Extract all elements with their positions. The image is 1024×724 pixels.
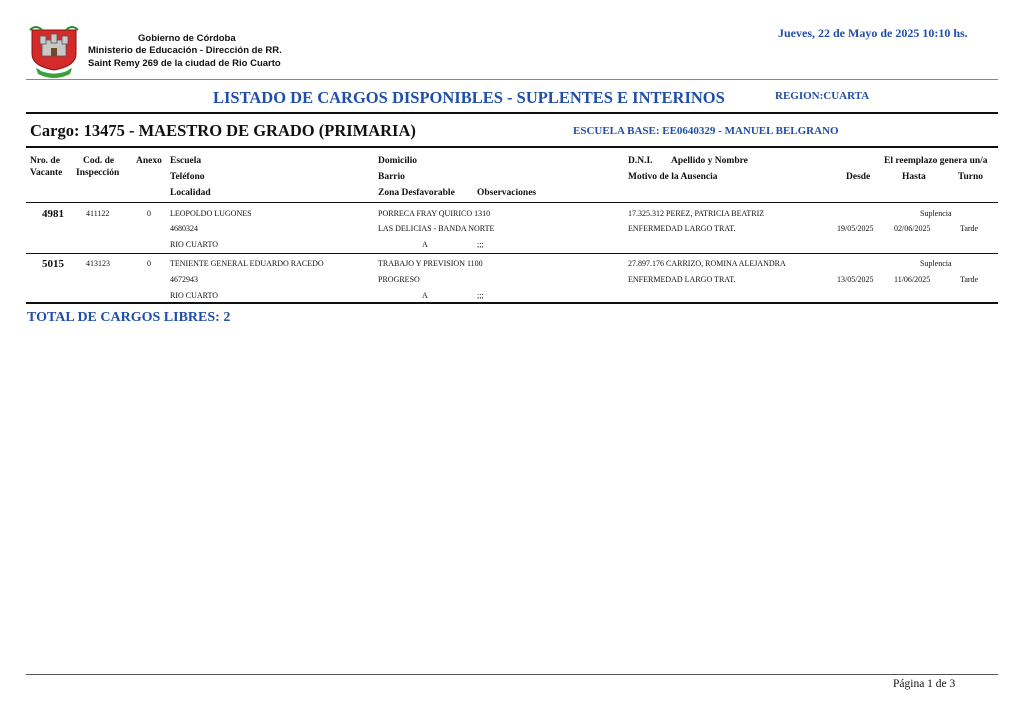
vacante-number: 4981 bbox=[42, 208, 64, 220]
col-barrio: Barrio bbox=[378, 172, 405, 182]
col-zona-desfavorable: Zona Desfavorable bbox=[378, 188, 455, 198]
table-bottom-divider bbox=[26, 302, 998, 304]
turno: Tarde bbox=[960, 224, 979, 233]
fecha-desde: 19/05/2025 bbox=[837, 224, 874, 233]
col-nro-vacante-1: Nro. de bbox=[30, 156, 60, 166]
total-cargos-libres: TOTAL DE CARGOS LIBRES: 2 bbox=[27, 310, 231, 325]
header-row-divider bbox=[26, 202, 998, 203]
col-domicilio: Domicilio bbox=[378, 156, 418, 166]
zona-desfavorable: A bbox=[422, 291, 428, 300]
dni-nombre: 27.897.176 CARRIZO, ROMINA ALEJANDRA bbox=[628, 259, 786, 268]
escuela-base: ESCUELA BASE: EE0640329 - MANUEL BELGRANO bbox=[573, 125, 839, 137]
row-divider bbox=[26, 253, 998, 254]
col-desde: Desde bbox=[846, 172, 871, 182]
turno: Tarde bbox=[960, 275, 979, 284]
col-dni: D.N.I. bbox=[628, 156, 653, 166]
escuela: LEOPOLDO LUGONES bbox=[170, 209, 252, 218]
motivo-ausencia: ENFERMEDAD LARGO TRAT. bbox=[628, 224, 736, 233]
col-observaciones: Observaciones bbox=[477, 188, 537, 198]
observaciones: ;;; bbox=[477, 291, 484, 300]
vacante-number: 5015 bbox=[42, 258, 64, 270]
fecha-hasta: 02/06/2025 bbox=[894, 224, 931, 233]
region-label: REGION:CUARTA bbox=[775, 90, 870, 102]
barrio: LAS DELICIAS - BANDA NORTE bbox=[378, 224, 495, 233]
domicilio: PORRECA FRAY QUIRICO 1310 bbox=[378, 209, 491, 218]
tipo-reemplazo: Suplencia bbox=[920, 209, 952, 218]
col-hasta: Hasta bbox=[902, 172, 926, 182]
col-apellido-nombre: Apellido y Nombre bbox=[671, 156, 748, 166]
col-reemplazo: El reemplazo genera un/a bbox=[884, 156, 988, 166]
cordoba-coat-of-arms-icon bbox=[28, 24, 80, 78]
title-divider bbox=[26, 112, 998, 114]
col-localidad: Localidad bbox=[170, 188, 211, 198]
government-name: Gobierno de Córdoba bbox=[138, 33, 236, 44]
ministry-address: Saint Remy 269 de la ciudad de Rio Cuarto bbox=[88, 58, 281, 69]
ministry-name: Ministerio de Educación - Dirección de RR. bbox=[88, 45, 282, 56]
fecha-hasta: 11/06/2025 bbox=[894, 275, 931, 284]
col-nro-vacante-2: Vacante bbox=[30, 168, 63, 178]
motivo-ausencia: ENFERMEDAD LARGO TRAT. bbox=[628, 275, 736, 284]
col-telefono: Teléfono bbox=[170, 172, 205, 182]
col-escuela: Escuela bbox=[170, 156, 202, 166]
report-datetime: Jueves, 22 de Mayo de 2025 10:10 hs. bbox=[778, 26, 968, 40]
cod-inspeccion: 411122 bbox=[86, 209, 110, 218]
col-motivo-ausencia: Motivo de la Ausencia bbox=[628, 172, 718, 182]
cargo-divider bbox=[26, 146, 998, 148]
footer-divider bbox=[26, 674, 998, 675]
page-number: Página 1 de 3 bbox=[893, 678, 956, 690]
telefono: 4680324 bbox=[170, 224, 198, 233]
col-anexo: Anexo bbox=[136, 156, 162, 166]
telefono: 4672943 bbox=[170, 275, 198, 284]
fecha-desde: 13/05/2025 bbox=[837, 275, 874, 284]
anexo: 0 bbox=[147, 259, 151, 268]
anexo: 0 bbox=[147, 209, 151, 218]
escuela: TENIENTE GENERAL EDUARDO RACEDO bbox=[170, 259, 324, 268]
tipo-reemplazo: Suplencia bbox=[920, 259, 952, 268]
header-divider bbox=[26, 79, 998, 80]
cod-inspeccion: 413123 bbox=[86, 259, 110, 268]
zona-desfavorable: A bbox=[422, 240, 428, 249]
domicilio: TRABAJO Y PREVISION 1100 bbox=[378, 259, 483, 268]
dni-nombre: 17.325.312 PEREZ, PATRICIA BEATRIZ bbox=[628, 209, 765, 218]
report-title: LISTADO DE CARGOS DISPONIBLES - SUPLENTES E INTERINOS bbox=[213, 88, 725, 107]
barrio: PROGRESO bbox=[378, 275, 420, 284]
col-cod-inspeccion-2: Inspección bbox=[76, 168, 120, 178]
observaciones: ;;; bbox=[477, 240, 484, 249]
col-turno: Turno bbox=[958, 172, 983, 182]
localidad: RIO CUARTO bbox=[170, 291, 219, 300]
cargo-title: Cargo: 13475 - MAESTRO DE GRADO (PRIMARIA) bbox=[30, 121, 416, 140]
col-cod-inspeccion-1: Cod. de bbox=[83, 156, 115, 166]
localidad: RIO CUARTO bbox=[170, 240, 219, 249]
